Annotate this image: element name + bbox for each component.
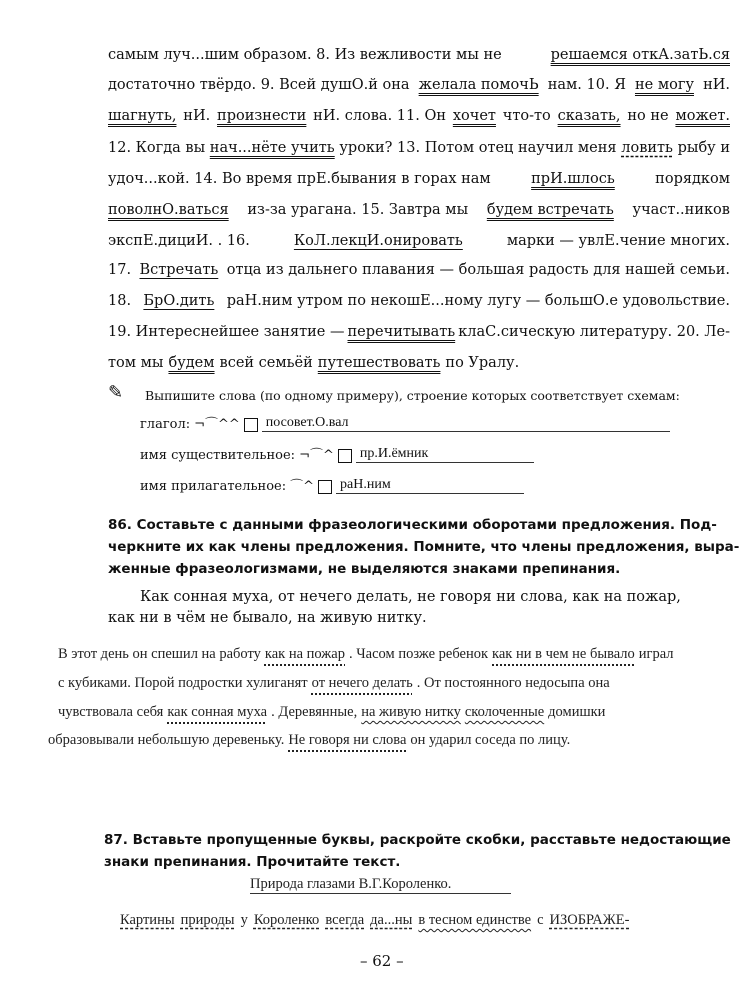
underlined-word: не могу [634,77,694,93]
text-segment: ИЗОБРАЖЕ- [549,912,630,928]
exercise-line [108,293,730,309]
text-segment: у [240,912,248,928]
exercise-line [108,47,730,63]
morpheme-marks: ¬⌒^^ [194,417,240,432]
text-segment: нИ. [703,77,730,93]
exercise-line [108,108,730,124]
text-segment: играл [638,646,674,662]
handwritten-answer-line [48,732,574,749]
schema-row [140,413,670,432]
schema-instruction: Выпишите слова (по одному примеру), строение которых соответствует схемам: [145,388,680,403]
exercise-line [108,355,730,371]
text-segment: отца из дальнего плавания — большая радость для нашей семьи. [226,262,730,278]
text-segment: всегда [325,912,365,928]
morpheme-marks: ⌒^ [290,479,315,494]
text-segment: да...ны [370,912,413,928]
underlined-word: путешествовать [317,355,441,371]
schema-label: имя существительное: [140,448,296,463]
page-number: – 62 – [360,952,404,970]
morpheme-marks: ¬⌒^ [299,448,334,463]
phrase-list: Как сонная муха, от нечего делать, не говоря ни слова, как на пожар, [140,589,681,605]
underlined-word: будем встречать [486,202,614,218]
underlined-word: может. [675,108,730,124]
underlined-word: КоЛ.лекцИ.онировать [293,233,463,249]
text-segment: всей семьёй [219,355,313,371]
underlined-word: перечитывать [347,324,456,340]
exercise-line [108,233,730,249]
underlined-phrase: от нечего делать [311,675,413,691]
underlined-word: прИ.шлось [531,171,615,187]
text-segment: достаточно твёрдо. 9. Всей душО.й она [108,77,410,93]
text-segment: . Часом позже ребенок [349,646,489,662]
exercise-87-text [120,912,635,929]
exercise-86-heading: женные фразеологизмами, не выделяются знаками препинания. [108,561,621,577]
text-segment: рыбу и [677,140,730,156]
text-segment: . От постоянного недосыпа она [416,675,610,691]
text-segment: Короленко [253,912,320,928]
ending-box [318,480,332,494]
answer-field: раН.ним [336,477,524,494]
exercise-line [108,324,730,340]
handwritten-answer-line [58,646,678,663]
text-segment: порядком [655,171,730,187]
underlined-word: нач...нёте учить [209,140,335,156]
exercise-86-heading: 86. Составьте с данными фразеологическими оборотами предложения. Под- [108,517,717,533]
underlined-word: произнести [217,108,307,124]
underlined-phrase: сколоченные [464,704,545,720]
text-segment: нИ. [183,108,211,124]
text-segment: . Деревянные, [271,704,358,720]
text-segment: удоч...кой. 14. Во время прЕ.бывания в горах нам [108,171,491,187]
text-segment: 12. Когда вы [108,140,206,156]
exercise-line [108,262,730,278]
underlined-word: желала помочЬ [418,77,539,93]
underlined-phrase: на живую нитку [361,704,461,720]
underlined-phrase: Не говоря ни слова [288,732,407,748]
answer-field: пр.И.ёмник [356,446,534,463]
text-segment: уроки? 13. Потом отец научил меня [339,140,617,156]
text-segment: Картины [120,912,175,928]
text-segment: В этот день он спешил на работу [58,646,261,662]
exercise-87-heading: знаки препинания. Прочитайте текст. [104,854,401,870]
text-segment: домишки [548,704,606,720]
handwritten-answer-line [58,704,609,721]
schema-label: глагол: [140,417,191,432]
text-segment: природы [180,912,235,928]
text-segment: раН.ним утром по некошЕ...ному лугу — большО.е удовольствие. [226,293,730,309]
underlined-word: хочет [452,108,496,124]
text-segment: 18. [108,293,132,309]
underlined-word: поволнО.ваться [108,202,229,218]
text-segment: клаС.сическую литературу. 20. Ле- [458,324,730,340]
schema-row [140,475,524,494]
underlined-phrase: как сонная муха [167,704,268,720]
text-segment: он ударил соседа по лицу. [410,732,571,748]
underlined-word: решаемся откА.затЬ.ся [550,47,730,63]
pencil-icon: ✎ [108,382,124,403]
underlined-phrase: как на пожар [264,646,345,662]
underlined-word: сказать, [557,108,621,124]
text-segment: нИ. слова. 11. Он [313,108,447,124]
answer-field: посовет.О.вал [262,415,670,432]
ending-box [244,418,258,432]
text-segment: 17. [108,262,132,278]
underlined-phrase: как ни в чем не бывало [492,646,635,662]
underlined-word: БрО.дить [143,293,215,309]
text-segment: самым луч...шим образом. 8. Из вежливости мы не [108,47,502,63]
handwritten-answer-line [58,675,614,692]
exercise-line [108,77,730,93]
exercise-line [108,140,730,156]
text-segment: экспЕ.дициИ. . 16. [108,233,250,249]
schema-row [140,444,534,463]
ending-box [338,449,352,463]
underlined-word: ловить [621,140,673,156]
text-segment: из-за урагана. 15. Завтра мы [247,202,469,218]
phrase-list: как ни в чём не бывало, на живую нитку. [108,610,427,626]
underlined-word: Встречать [139,262,219,278]
exercise-line [108,171,730,187]
text-segment: чувствовала себя [58,704,164,720]
text-segment: с [537,912,544,928]
text-segment: нам. 10. Я [547,77,626,93]
schema-label: имя прилагательное: [140,479,287,494]
text-segment: 19. Интереснейшее занятие — [108,324,345,340]
text-segment: марки — увлЕ.чение многих. [506,233,730,249]
text-title: Природа глазами В.Г.Короленко. [250,876,511,894]
text-segment: участ..ников [632,202,730,218]
text-segment: том мы [108,355,164,371]
exercise-line [108,202,730,218]
text-segment: в тесном единстве [418,912,532,928]
exercise-86-heading: черкните их как члены предложения. Помните, что члены предложения, выра- [108,539,740,555]
text-segment: но не [627,108,669,124]
exercise-87-heading: 87. Вставьте пропущенные буквы, раскройте скобки, расставьте недостающие [104,832,731,848]
underlined-word: будем [168,355,215,371]
text-segment: по Уралу. [445,355,520,371]
text-segment: образовывали небольшую деревеньку. [48,732,285,748]
text-segment: что-то [502,108,551,124]
underlined-word: шагнуть, [108,108,177,124]
text-segment: с кубиками. Порой подростки хулиганят [58,675,308,691]
